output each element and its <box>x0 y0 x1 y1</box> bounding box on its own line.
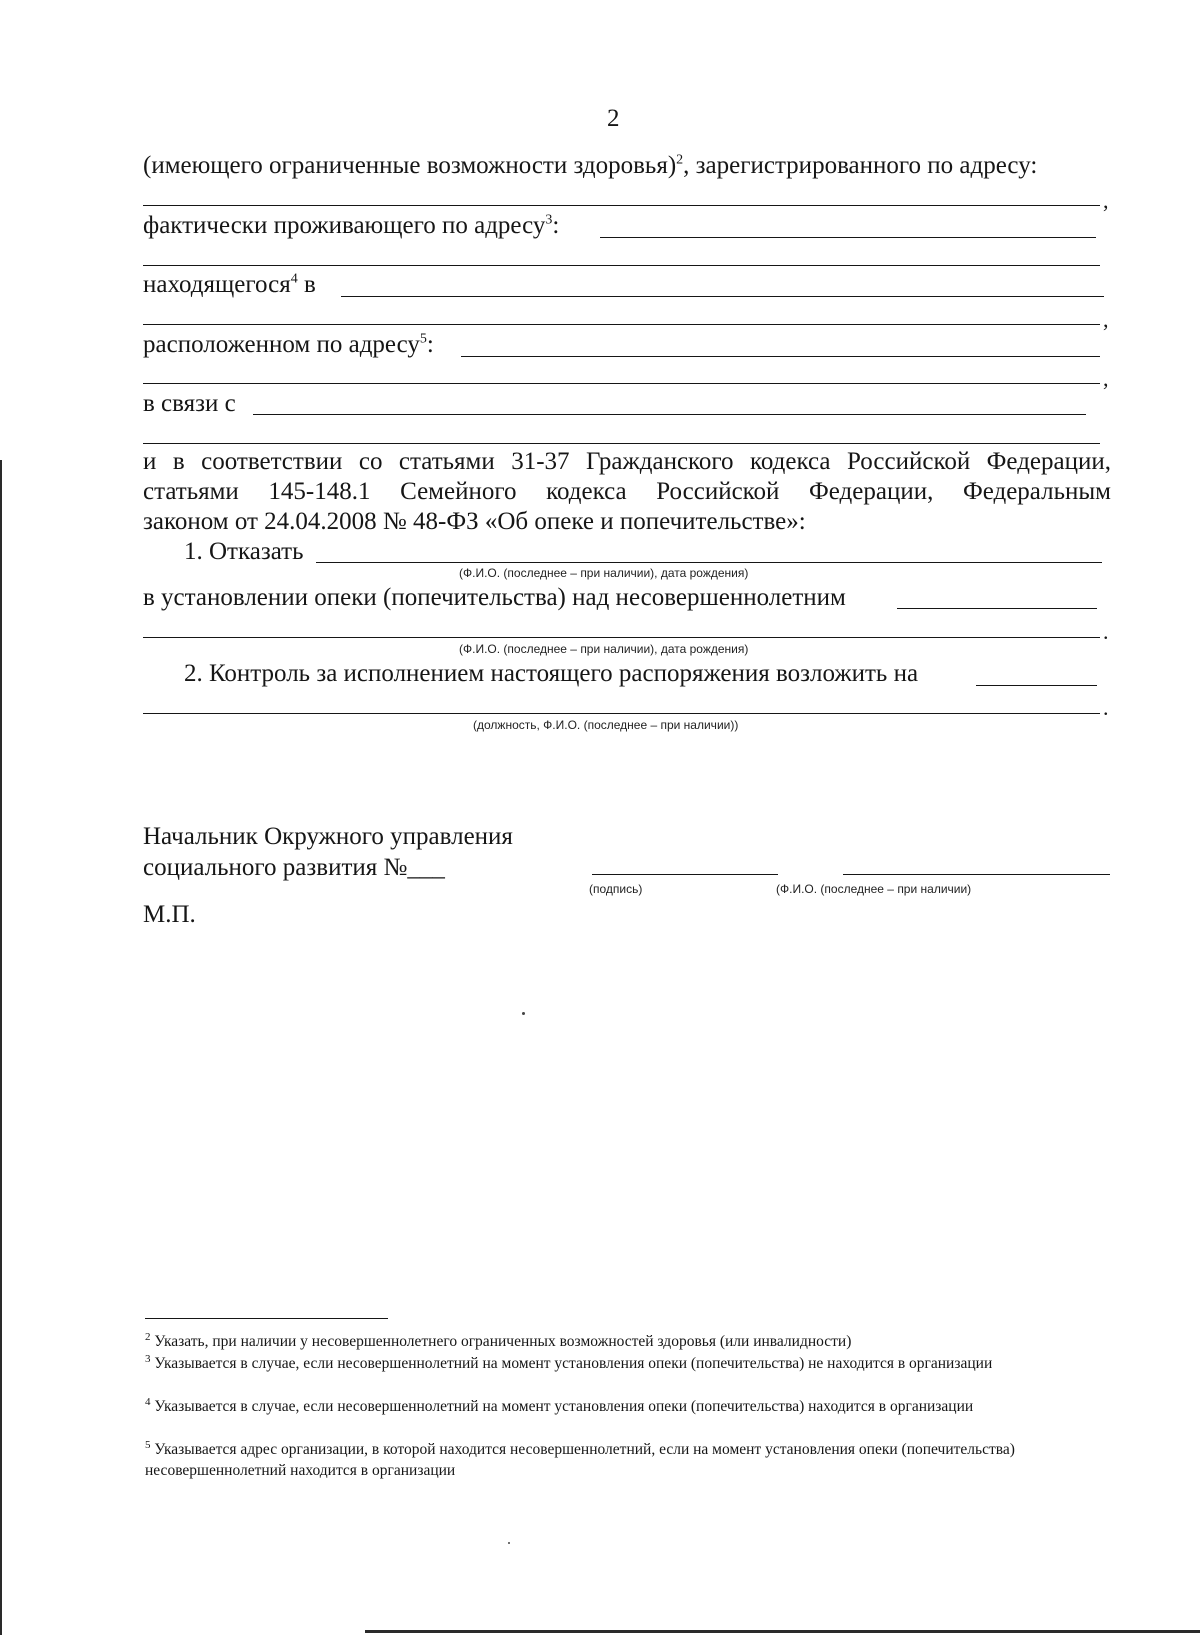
legal-basis-line-2: статьями 145-148.1 Семейного кодекса Российской Федерации, Федеральным <box>143 478 1111 505</box>
reason-label: в связи с <box>143 390 236 417</box>
legal-basis-line-3: законом от 24.04.2008 № 48-ФЗ «Об опеке и попечительстве»: <box>143 508 806 535</box>
footnote-3 <box>145 1353 1065 1374</box>
registered-address-field[interactable] <box>143 205 1100 206</box>
scan-edge-bottom <box>365 1630 1200 1633</box>
footnote-4 <box>145 1396 1065 1417</box>
health-limitations-line <box>143 151 1037 181</box>
signature-field[interactable] <box>592 874 778 875</box>
item-2-control-label: 2. Контроль за исполнением настоящего распоряжения возложить на <box>184 660 919 687</box>
reason-field-2[interactable] <box>143 443 1100 444</box>
footnote-4-number: 4 <box>145 1395 151 1408</box>
footnote-3-text: Указывается в случае, если несовершеннолетний на момент установления опеки (попечительства) не находится в организации <box>150 1355 993 1372</box>
organization-address-comma: , <box>1103 366 1109 391</box>
scan-edge-left <box>0 460 2 1635</box>
scan-speck-2 <box>508 1542 510 1544</box>
footnote-3-number: 3 <box>145 1352 151 1365</box>
signatory-name-caption: (Ф.И.О. (последнее – при наличии) <box>776 882 972 896</box>
signatory-name-field[interactable] <box>843 874 1110 875</box>
minor-name-field-2[interactable] <box>143 637 1100 638</box>
responsible-person-field-2[interactable] <box>143 713 1100 714</box>
footnote-ref-2: 2 <box>676 152 684 168</box>
located-in-label: находящегося$^4$ в <box>143 271 316 298</box>
footnote-5-number: 5 <box>145 1438 151 1451</box>
minor-name-field[interactable] <box>897 608 1097 609</box>
legal-basis-line-1: и в соответствии со статьями 31-37 Гражданского кодекса Российской Федерации, <box>143 448 1111 475</box>
footnote-2-number: 2 <box>145 1330 151 1343</box>
organization-address-field-2[interactable] <box>143 383 1100 384</box>
responsible-person-period: . <box>1103 695 1109 720</box>
organization-address-label: расположенном по адресу$^5$: <box>143 331 434 358</box>
footnote-4-text: Указывается в случае, если несовершеннолетний на момент установления опеки (попечительства) находится в организации <box>150 1398 974 1415</box>
organization-field[interactable] <box>341 296 1104 297</box>
minor-name-period: . <box>1103 619 1109 644</box>
applicant-name-field[interactable] <box>316 562 1102 563</box>
applicant-name-caption: (Ф.И.О. (последнее – при наличии), дата рождения) <box>459 566 749 580</box>
signatory-title-line-1: Начальник Окружного управления <box>143 823 513 850</box>
footnote-separator <box>145 1318 388 1319</box>
minor-name-caption: (Ф.И.О. (последнее – при наличии), дата рождения) <box>459 642 749 656</box>
organization-address-field[interactable] <box>461 356 1100 357</box>
item-1-refuse-label: 1. Отказать <box>184 538 304 565</box>
footnote-ref-5: 5 <box>419 331 427 347</box>
registered-address-label: , зарегистрированного по адресу: <box>683 152 1038 179</box>
footnote-2-text: Указать, при наличии у несовершеннолетнего ограниченных возможностей здоровья (или инвалидности) <box>150 1333 852 1350</box>
footnote-5-text: Указывается адрес организации, в которой находится несовершеннолетний, если на момент установления опеки (попечительства) несовершеннолетний находится в организации <box>145 1441 1015 1479</box>
signatory-title-line-2: социального развития №___ <box>143 854 445 881</box>
residing-address-field-2[interactable] <box>143 265 1100 266</box>
health-limitations-text: (имеющего ограниченные возможности здоровья) <box>143 152 677 179</box>
organization-field-2[interactable] <box>143 324 1100 325</box>
stamp-label: М.П. <box>143 901 196 928</box>
residing-address-field[interactable] <box>600 237 1096 238</box>
guardianship-refusal-text: в установлении опеки (попечительства) над несовершеннолетним <box>143 584 846 611</box>
reason-field[interactable] <box>253 414 1086 415</box>
footnote-ref-4: 4 <box>290 271 298 287</box>
footnote-2 <box>145 1331 1065 1352</box>
footnote-ref-3: 3 <box>545 212 553 228</box>
scan-speck <box>522 1012 525 1015</box>
footnote-5 <box>145 1439 1065 1481</box>
registered-address-comma: , <box>1103 188 1109 213</box>
responsible-person-caption: (должность, Ф.И.О. (последнее – при наличии)) <box>473 718 739 732</box>
signature-caption: (подпись) <box>589 882 643 896</box>
residing-address-label: фактически проживающего по адресу$^3$: <box>143 212 560 239</box>
responsible-person-field[interactable] <box>976 685 1097 686</box>
organization-comma: , <box>1103 307 1109 332</box>
page-number: 2 <box>607 105 620 132</box>
